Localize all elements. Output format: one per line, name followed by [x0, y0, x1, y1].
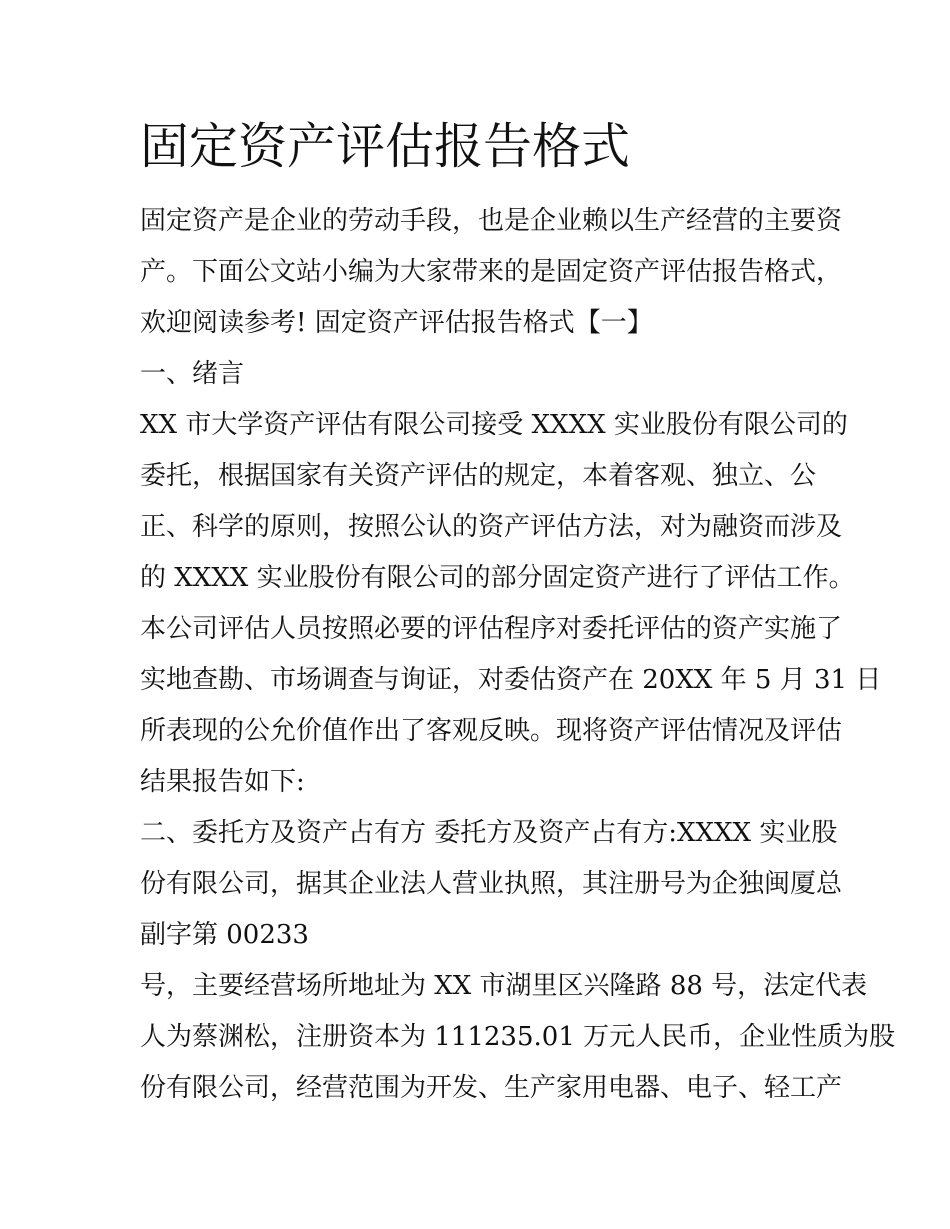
body-line: 固定资产是企业的劳动手段，也是企业赖以生产经营的主要资 — [140, 206, 843, 236]
body-line: 委托，根据国家有关资产评估的规定，本着客观、独立、公 — [140, 461, 817, 491]
body-line: 所表现的公允价值作出了客观反映。现将资产评估情况及评估 — [140, 716, 843, 746]
body-line: 份有限公司，据其企业法人营业执照，其注册号为企独闽厦总 — [140, 869, 843, 899]
body-line: 副字第 00233 — [140, 920, 309, 950]
body-line: 欢迎阅读参考! 固定资产评估报告格式【一】 — [140, 308, 653, 338]
body-line: 份有限公司，经营范围为开发、生产家用电器、电子、轻工产 — [140, 1073, 843, 1103]
body-line: 人为蔡渊松，注册资本为 111235.01 万元人民币，企业性质为股 — [140, 1022, 896, 1052]
body-line: 的 XXXX 实业股份有限公司的部分固定资产进行了评估工作。 — [140, 563, 855, 593]
body-line: 号，主要经营场所地址为 XX 市湖里区兴隆路 88 号，法定代表 — [140, 971, 868, 1001]
section-heading-client: 二、委托方及资产占有方 委托方及资产占有方:XXXX 实业股 — [140, 818, 838, 848]
body-line: 本公司评估人员按照必要的评估程序对委托评估的资产实施了 — [140, 614, 843, 644]
document-body — [140, 196, 896, 1114]
document-title: 固定资产评估报告格式 — [140, 118, 631, 175]
body-line: XX 市大学资产评估有限公司接受 XXXX 实业股份有限公司的 — [140, 410, 848, 440]
section-heading-intro: 一、绪言 — [140, 359, 245, 389]
body-line: 实地查勘、市场调查与询证，对委估资产在 20XX 年 5 月 31 日 — [140, 665, 882, 695]
body-line: 产。下面公文站小编为大家带来的是固定资产评估报告格式， — [140, 257, 843, 287]
body-line: 正、科学的原则，按照公认的资产评估方法，对为融资而涉及 — [140, 512, 843, 542]
body-line: 结果报告如下: — [140, 767, 305, 797]
